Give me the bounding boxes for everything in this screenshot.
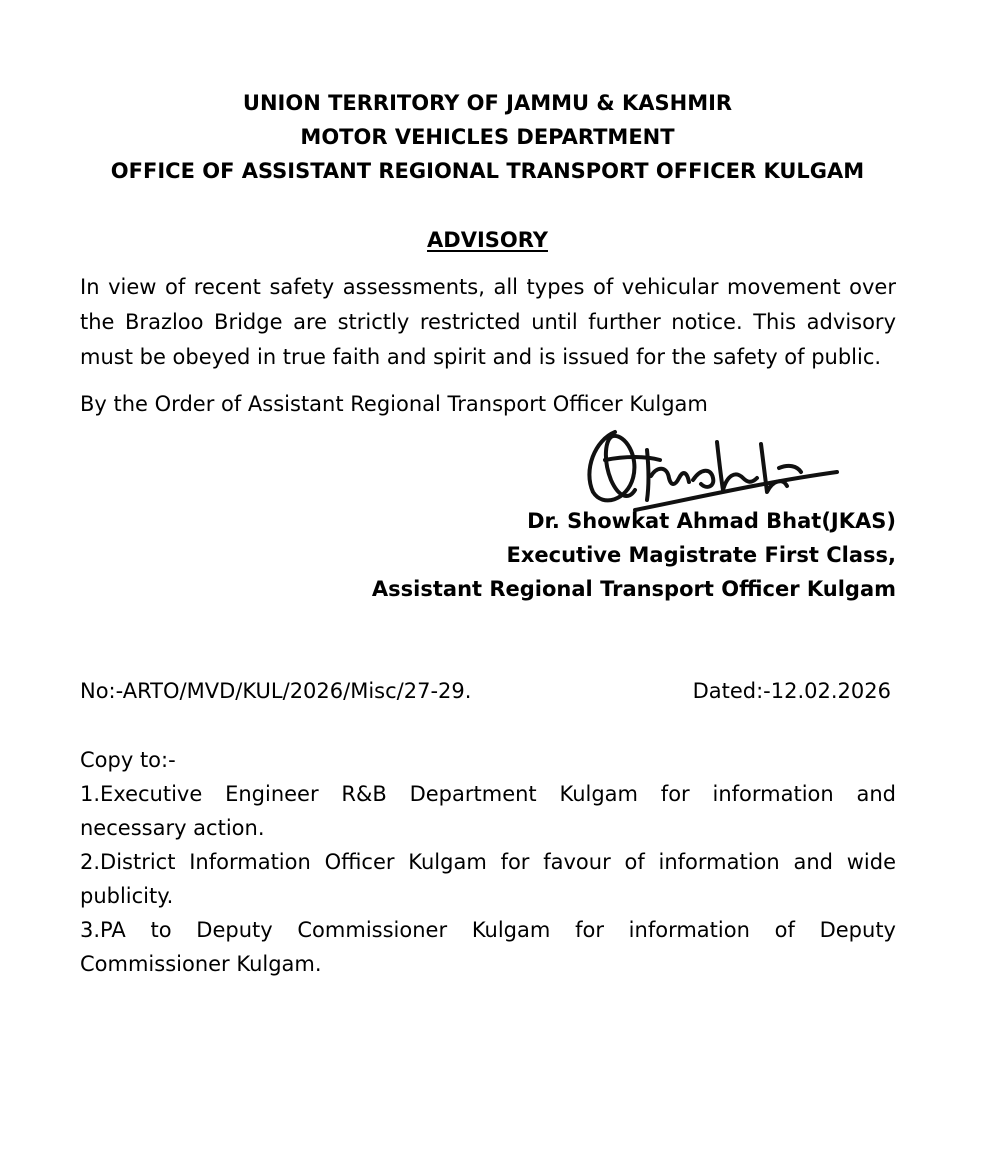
handwritten-signature-icon — [575, 420, 845, 520]
order-line — [80, 387, 896, 422]
header-office: OFFICE OF ASSISTANT REGIONAL TRANSPORT OFFICER KULGAM — [110, 159, 865, 183]
copy-to-line: publicity. — [80, 884, 174, 908]
copy-to-line: 1.Executive Engineer R&B Department Kulgam for information and — [80, 782, 896, 806]
copy-to-line: necessary action. — [80, 816, 265, 840]
copy-to-heading: Copy to:- — [80, 748, 176, 772]
reference-date: Dated:-12.02.2026 — [692, 679, 891, 703]
reference-number: No:-ARTO/MVD/KUL/2026/Misc/27-29. — [80, 679, 472, 703]
signatory-designation-arto: Assistant Regional Transport Officer Kulgam — [371, 577, 896, 601]
copy-to-section — [80, 743, 896, 981]
header-ut-name: UNION TERRITORY OF JAMMU & KASHMIR — [242, 91, 733, 115]
advisory-paragraph — [80, 270, 896, 375]
header-department: MOTOR VEHICLES DEPARTMENT — [300, 125, 675, 149]
order-line-text: By the Order of Assistant Regional Transport Officer Kulgam — [80, 392, 708, 416]
copy-to-line: 3.PA to Deputy Commissioner Kulgam for information of Deputy — [80, 918, 896, 942]
document-title: ADVISORY — [427, 228, 548, 252]
paragraph-line: must be obeyed in true faith and spirit and is issued for the safety of public. — [80, 345, 882, 369]
signatory-designation-magistrate: Executive Magistrate First Class, — [506, 543, 896, 567]
copy-to-line: 2.District Information Officer Kulgam for favour of information and wide — [80, 850, 896, 874]
paragraph-line: In view of recent safety assessments, all types of vehicular movement over — [80, 275, 896, 299]
paragraph-line: the Brazloo Bridge are strictly restricted until further notice. This advisory — [80, 310, 896, 334]
copy-to-line: Commissioner Kulgam. — [80, 952, 322, 976]
signatory-name: Dr. Showkat Ahmad Bhat(JKAS) — [527, 509, 896, 533]
